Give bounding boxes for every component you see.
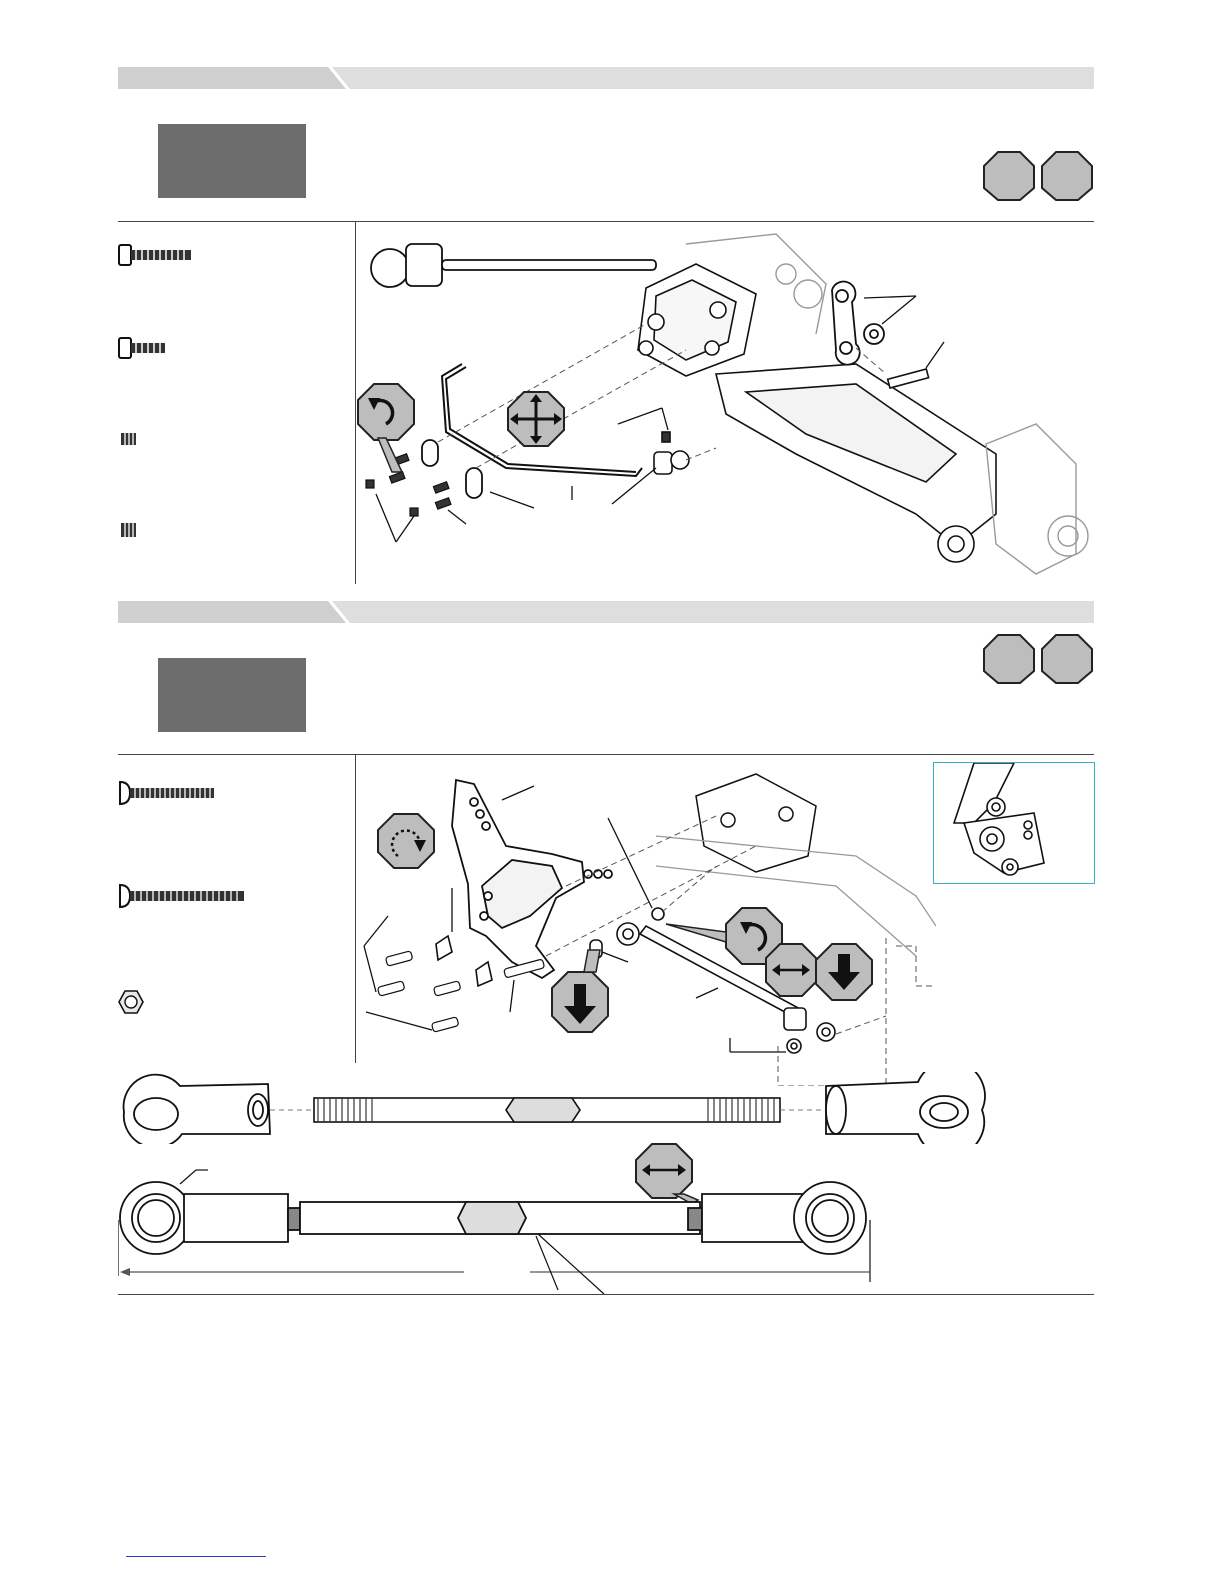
turnbuckle-assembled — [118, 1140, 1098, 1305]
detail-inset — [933, 762, 1095, 884]
set-screw-large-icon — [120, 522, 138, 543]
press-down-icon — [552, 950, 608, 1032]
sway-link-part — [832, 282, 884, 365]
step-1-assembly-figure — [356, 224, 1096, 589]
step-2-header-band — [118, 601, 1094, 623]
adjust-length-icon — [766, 944, 816, 996]
press-down-icon-2 — [816, 944, 872, 1000]
step-1-divider — [118, 221, 1094, 222]
footer-link-underline[interactable] — [126, 1556, 266, 1557]
hex-part-icon — [984, 635, 1092, 683]
button-screw-medium-icon — [118, 780, 216, 811]
long-screw-part — [888, 369, 929, 388]
rear-gearbox — [638, 264, 756, 376]
suspension-arm — [716, 364, 996, 562]
locknut-icon — [118, 989, 144, 1020]
mount-screws — [366, 454, 451, 516]
hex-part-icon — [984, 152, 1092, 200]
step-1-hex-tool-icons — [982, 150, 1094, 202]
ball-stud-part — [654, 432, 689, 474]
assembled-link — [120, 1182, 866, 1254]
step-2-assembly-figure — [356, 756, 936, 1091]
turnbuckle-exploded — [118, 1072, 998, 1149]
shock-tower — [452, 780, 612, 978]
rod-end-right — [826, 1072, 985, 1144]
cap-screw-short-icon — [118, 336, 168, 365]
button-screw-long-icon — [118, 883, 246, 914]
tower-mounts — [436, 936, 492, 986]
adjust-length-icon-bottom — [636, 1144, 698, 1204]
rod-end-left — [124, 1075, 270, 1144]
rear-gearbox-step2 — [696, 774, 816, 872]
ball-rod-tool — [371, 244, 656, 287]
step-2-number-box — [158, 658, 306, 732]
bottom-divider — [118, 1294, 1094, 1295]
step-2-hex-tool-icons — [982, 633, 1094, 685]
set-screw-small-icon — [120, 432, 138, 451]
step-2-divider — [118, 754, 1094, 755]
step-1-header-band — [118, 67, 1094, 89]
cap-screw-long-icon — [118, 243, 194, 272]
threaded-rod — [314, 1098, 780, 1122]
rotate-dashed-icon — [378, 814, 434, 868]
step-1-number-box — [158, 124, 306, 198]
adjust-cross-icon — [508, 392, 564, 446]
